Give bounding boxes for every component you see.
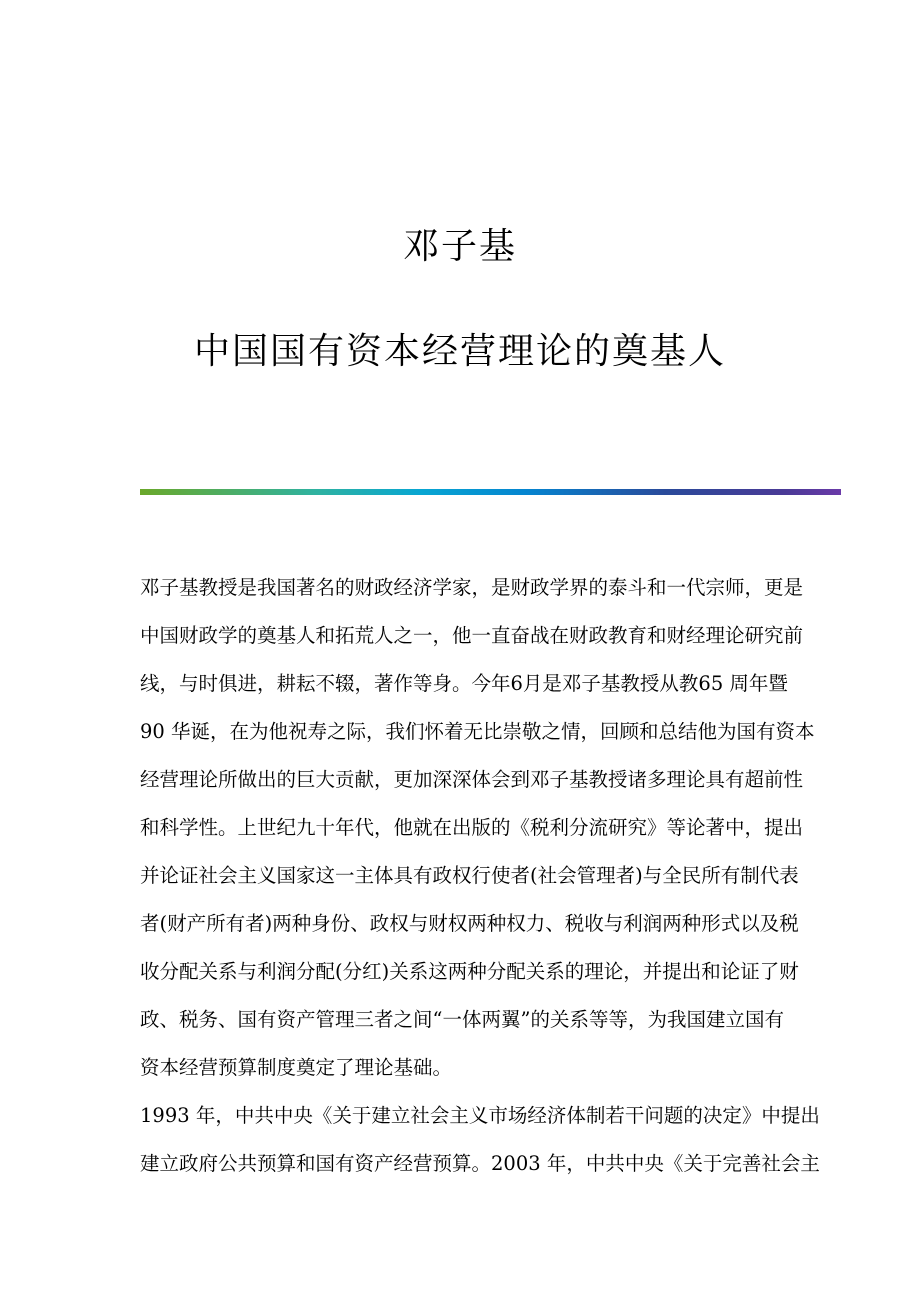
document-body [140, 572, 820, 1196]
text-line: 资本经营预算制度奠定了理论基础。 [140, 1056, 453, 1079]
text-line: 者(财产所有者)两种身份、政权与财权两种权力、税收与利润两种形式以及税 [140, 912, 799, 935]
text-line: 线，与时俱进，耕耘不辍，著作等身。今年6月是邓子基教授从教65 周年暨 [140, 672, 788, 695]
paragraph-1 [140, 572, 815, 1100]
text-line: 经营理论所做出的巨大贡献，更加深深体会到邓子基教授诸多理论具有超前性 [140, 768, 804, 791]
text-line: 建立政府公共预算和国有资产经营预算。2003 年，中共中央《关于完善社会主 [140, 1152, 820, 1175]
document-subtitle: 中国国有资本经营理论的奠基人 [193, 331, 726, 372]
document-title: 邓子基 [402, 226, 517, 267]
text-line: 1993 年，中共中央《关于建立社会主义市场经济体制若干问题的决定》中提出 [140, 1104, 820, 1127]
gradient-divider [140, 489, 841, 495]
text-line: 政、税务、国有资产管理三者之间“一体两翼”的关系等等，为我国建立国有 [140, 1008, 784, 1031]
text-line: 收分配关系与利润分配(分红)关系这两种分配关系的理论，并提出和论证了财 [140, 960, 799, 983]
text-line: 和科学性。上世纪九十年代，他就在出版的《税利分流研究》等论著中，提出 [140, 816, 804, 839]
text-line: 中国财政学的奠基人和拓荒人之一，他一直奋战在财政教育和财经理论研究前 [140, 624, 804, 647]
text-line: 90 华诞，在为他祝寿之际，我们怀着无比崇敬之情，回顾和总结他为国有资本 [140, 720, 815, 743]
text-line: 邓子基教授是我国著名的财政经济学家，是财政学界的泰斗和一代宗师，更是 [140, 576, 804, 599]
paragraph-2 [140, 1100, 820, 1196]
text-line: 并论证社会主义国家这一主体具有政权行使者(社会管理者)与全民所有制代表 [140, 864, 799, 887]
